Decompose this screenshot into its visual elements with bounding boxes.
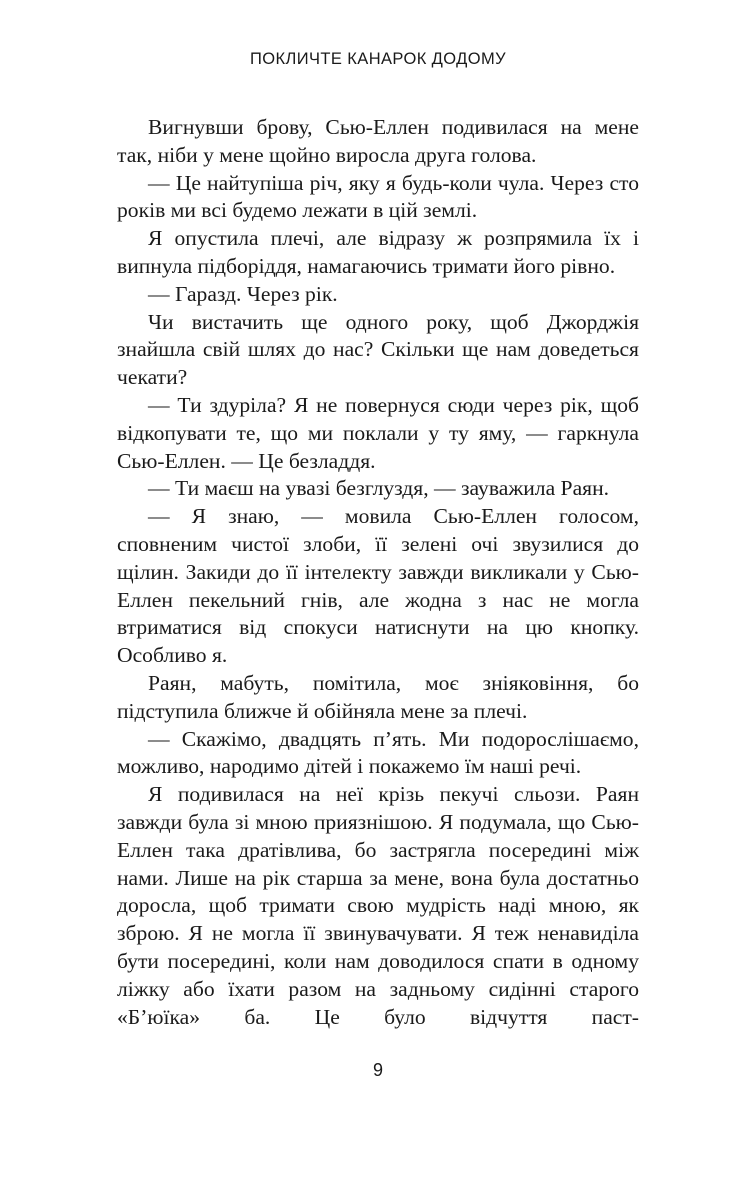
paragraph: Я опустила плечі, але відразу ж розпрямила їх і випнула підборіддя, намагаючись тримати його рівно. bbox=[117, 226, 639, 278]
paragraph: Вигнувши брову, Сью-Еллен подивилася на мене так, ніби у мене щойно виросла друга голова. bbox=[117, 115, 639, 167]
paragraph: — Ти маєш на увазі безглуздя, — зауважила Раян. bbox=[148, 476, 610, 501]
paragraph: — Ти здуріла? Я не повернуся сюди через рік, щоб відкопувати те, що ми поклали у ту яму, — гаркнула Сью-Еллен. — Це безладдя. bbox=[117, 392, 639, 473]
body-text bbox=[117, 114, 639, 1031]
page-number: 9 bbox=[372, 1060, 383, 1080]
paragraph: — Це найтупіша річ, яку я будь-коли чула. Через сто років ми всі будемо лежати в цій землі. bbox=[117, 170, 639, 223]
running-head: ПОКЛИЧТЕ КАНАРОК ДОДОМУ bbox=[250, 50, 506, 68]
paragraph: — Гаразд. Через рік. bbox=[148, 281, 338, 306]
paragraph: Я подивилася на неї крізь пекучі сльози. Раян завжди була зі мною приязнішою. Я подумала, що Сью-Еллен така дратівлива, бо застрягла посередині між нами. Лише на рік старша за мене, вона була достатньо доросла, щоб тримати свою мудрість наді мною, як зброю. Я не могла її звинувачувати. Я теж ненавиділа бути посередині, коли нам доводилося спати в одному ліжку або їхати разом на задньому сидінні старого «Б’юїка» ба. Це було відчуття паст- bbox=[117, 782, 639, 1029]
paragraph: Чи вистачить ще одного року, щоб Джорджія знайшла свій шлях до нас? Скільки ще нам доведеться чекати? bbox=[117, 309, 639, 390]
paragraph: — Скажімо, двадцять п’ять. Ми подорослішаємо, можливо, народимо дітей і покажемо їм наші речі. bbox=[117, 726, 639, 779]
paragraph: Раян, мабуть, помітила, моє зніяковіння, бо підступила ближче й обійняла мене за плечі. bbox=[117, 670, 639, 723]
paragraph: — Я знаю, — мовила Сью-Еллен голосом, сповненим чистої злоби, її зелені очі звузилися до щілин. Закиди до її інтелекту завжди викликали у Сью-Еллен пекельний гнів, але жодна з нас не могла втриматися від спокуси натиснути на цю кнопку. Особливо я. bbox=[117, 504, 639, 668]
